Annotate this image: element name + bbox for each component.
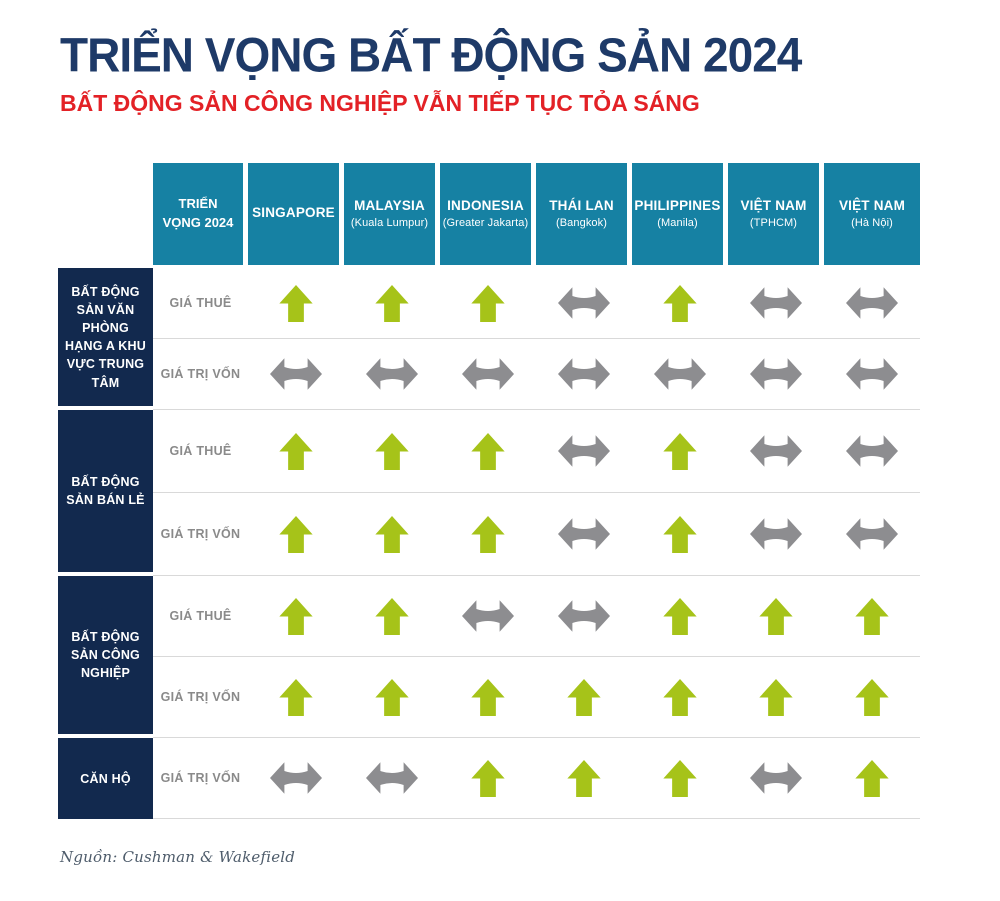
row-label-cell: GIÁ TRỊ VỐN xyxy=(153,339,248,410)
arrow-left-right-icon xyxy=(750,287,802,319)
arrow-up-icon xyxy=(759,679,793,716)
arrow-up-icon xyxy=(855,598,889,635)
trend-cell xyxy=(344,738,440,819)
trend-cell xyxy=(632,339,728,410)
trend-cell xyxy=(536,410,632,493)
arrow-up-icon xyxy=(279,285,313,322)
column-header-label: INDONESIA xyxy=(447,198,524,214)
row-label-cell: GIÁ TRỊ VỐN xyxy=(153,493,248,576)
column-header-sub: (Manila) xyxy=(657,217,698,230)
column-header-label: MALAYSIA xyxy=(354,198,425,214)
arrow-left-right-icon xyxy=(366,762,418,794)
arrow-up-icon xyxy=(567,760,601,797)
arrow-up-icon xyxy=(855,679,889,716)
trend-cell xyxy=(632,576,728,657)
group-label-industrial: BẤT ĐỘNG SẢN CÔNG NGHIỆP xyxy=(58,576,153,738)
trend-cell xyxy=(824,576,920,657)
column-header-vietnam-hcmc xyxy=(728,163,824,268)
column-header-vietnam-hanoi xyxy=(824,163,920,268)
trend-cell xyxy=(248,738,344,819)
arrow-left-right-icon xyxy=(750,762,802,794)
column-header-label: THÁI LAN xyxy=(549,198,614,214)
row-label-cell: GIÁ TRỊ VỐN xyxy=(153,738,248,819)
arrow-left-right-icon xyxy=(846,518,898,550)
column-header-sub: (TPHCM) xyxy=(749,217,798,230)
trend-cell xyxy=(344,339,440,410)
trend-cell xyxy=(536,493,632,576)
trend-cell xyxy=(632,410,728,493)
arrow-up-icon xyxy=(663,598,697,635)
trend-cell xyxy=(536,657,632,738)
trend-cell xyxy=(344,268,440,339)
arrow-up-icon xyxy=(279,679,313,716)
header-outlook-label: TRIỂN VỌNG 2024 xyxy=(162,196,234,231)
header-outlook xyxy=(153,163,248,268)
trend-cell xyxy=(344,576,440,657)
trend-cell xyxy=(440,657,536,738)
header-corner-blank xyxy=(58,163,153,268)
trend-cell xyxy=(440,738,536,819)
trend-cell xyxy=(440,410,536,493)
arrow-up-icon xyxy=(855,760,889,797)
column-header-sub: (Greater Jakarta) xyxy=(442,217,529,230)
arrow-up-icon xyxy=(279,598,313,635)
trend-cell xyxy=(248,657,344,738)
trend-cell xyxy=(824,339,920,410)
arrow-up-icon xyxy=(375,516,409,553)
trend-cell xyxy=(728,339,824,410)
arrow-left-right-icon xyxy=(462,358,514,390)
page-title: TRIỂN VỌNG BẤT ĐỘNG SẢN 2024 xyxy=(60,27,802,83)
arrow-up-icon xyxy=(759,598,793,635)
arrow-up-icon xyxy=(663,433,697,470)
column-header-sub: (Kuala Lumpur) xyxy=(350,217,429,230)
trend-cell xyxy=(824,738,920,819)
column-header-philippines xyxy=(632,163,728,268)
trend-cell xyxy=(440,339,536,410)
trend-cell xyxy=(824,268,920,339)
group-label-retail: BẤT ĐỘNG SẢN BÁN LẺ xyxy=(58,410,153,576)
arrow-up-icon xyxy=(471,679,505,716)
table-row xyxy=(58,493,920,576)
trend-cell xyxy=(344,493,440,576)
table-row xyxy=(58,410,920,493)
table-row xyxy=(58,576,920,657)
trend-cell xyxy=(824,657,920,738)
arrow-up-icon xyxy=(663,679,697,716)
trend-cell xyxy=(440,576,536,657)
trend-cell xyxy=(440,268,536,339)
column-header-label: PHILIPPINES xyxy=(634,198,721,214)
trend-cell xyxy=(824,410,920,493)
trend-cell xyxy=(632,657,728,738)
trend-cell xyxy=(536,738,632,819)
group-label-apartment: CĂN HỘ xyxy=(58,738,153,819)
column-header-thailand xyxy=(536,163,632,268)
source-note: Nguồn: Cushman & Wakefield xyxy=(60,848,296,867)
trend-cell xyxy=(248,339,344,410)
trend-cell xyxy=(632,268,728,339)
column-header-singapore xyxy=(248,163,344,268)
arrow-up-icon xyxy=(471,285,505,322)
table-row xyxy=(58,268,920,339)
page-subtitle: BẤT ĐỘNG SẢN CÔNG NGHIỆP VẪN TIẾP TỤC TỎA SÁNG xyxy=(60,90,700,117)
table-row xyxy=(58,738,920,819)
trend-cell xyxy=(728,738,824,819)
arrow-up-icon xyxy=(567,679,601,716)
arrow-left-right-icon xyxy=(558,287,610,319)
arrow-up-icon xyxy=(375,598,409,635)
arrow-up-icon xyxy=(663,760,697,797)
group-label-office: BẤT ĐỘNG SẢN VĂN PHÒNG HẠNG A KHU VỰC TRUNG TÂM xyxy=(58,268,153,410)
trend-cell xyxy=(728,268,824,339)
trend-cell xyxy=(536,339,632,410)
row-label-cell: GIÁ THUÊ xyxy=(153,410,248,493)
arrow-left-right-icon xyxy=(846,287,898,319)
column-header-label: VIỆT NAM xyxy=(740,198,807,214)
arrow-left-right-icon xyxy=(750,435,802,467)
arrow-left-right-icon xyxy=(558,358,610,390)
arrow-up-icon xyxy=(471,516,505,553)
arrow-up-icon xyxy=(663,285,697,322)
outlook-table xyxy=(58,163,920,819)
trend-cell xyxy=(536,576,632,657)
trend-cell xyxy=(248,493,344,576)
trend-cell xyxy=(728,493,824,576)
arrow-up-icon xyxy=(375,285,409,322)
arrow-left-right-icon xyxy=(462,600,514,632)
trend-cell xyxy=(344,657,440,738)
row-label-cell: GIÁ TRỊ VỐN xyxy=(153,657,248,738)
arrow-left-right-icon xyxy=(270,762,322,794)
arrow-left-right-icon xyxy=(654,358,706,390)
trend-cell xyxy=(632,493,728,576)
trend-cell xyxy=(248,576,344,657)
arrow-up-icon xyxy=(663,516,697,553)
arrow-left-right-icon xyxy=(558,518,610,550)
trend-cell xyxy=(536,268,632,339)
arrow-left-right-icon xyxy=(558,600,610,632)
table-row xyxy=(58,657,920,738)
arrow-left-right-icon xyxy=(750,358,802,390)
arrow-left-right-icon xyxy=(366,358,418,390)
column-header-malaysia xyxy=(344,163,440,268)
row-label-cell: GIÁ THUÊ xyxy=(153,268,248,339)
trend-cell xyxy=(248,268,344,339)
column-header-label: VIỆT NAM xyxy=(838,198,906,214)
trend-cell xyxy=(728,657,824,738)
arrow-up-icon xyxy=(375,433,409,470)
trend-cell xyxy=(824,493,920,576)
trend-cell xyxy=(728,576,824,657)
arrow-left-right-icon xyxy=(846,435,898,467)
arrow-up-icon xyxy=(471,433,505,470)
arrow-up-icon xyxy=(375,679,409,716)
arrow-left-right-icon xyxy=(846,358,898,390)
table-row xyxy=(58,339,920,410)
column-header-indonesia xyxy=(440,163,536,268)
trend-cell xyxy=(632,738,728,819)
header-row xyxy=(58,163,920,268)
trend-cell xyxy=(248,410,344,493)
trend-cell xyxy=(344,410,440,493)
arrow-up-icon xyxy=(471,760,505,797)
column-header-sub: (Bangkok) xyxy=(555,217,608,230)
column-header-sub: (Hà Nội) xyxy=(851,217,893,230)
arrow-left-right-icon xyxy=(270,358,322,390)
trend-cell xyxy=(728,410,824,493)
arrow-up-icon xyxy=(279,516,313,553)
arrow-left-right-icon xyxy=(558,435,610,467)
trend-cell xyxy=(440,493,536,576)
arrow-left-right-icon xyxy=(750,518,802,550)
column-header-label: SINGAPORE xyxy=(252,204,335,220)
row-label-cell: GIÁ THUÊ xyxy=(153,576,248,657)
arrow-up-icon xyxy=(279,433,313,470)
